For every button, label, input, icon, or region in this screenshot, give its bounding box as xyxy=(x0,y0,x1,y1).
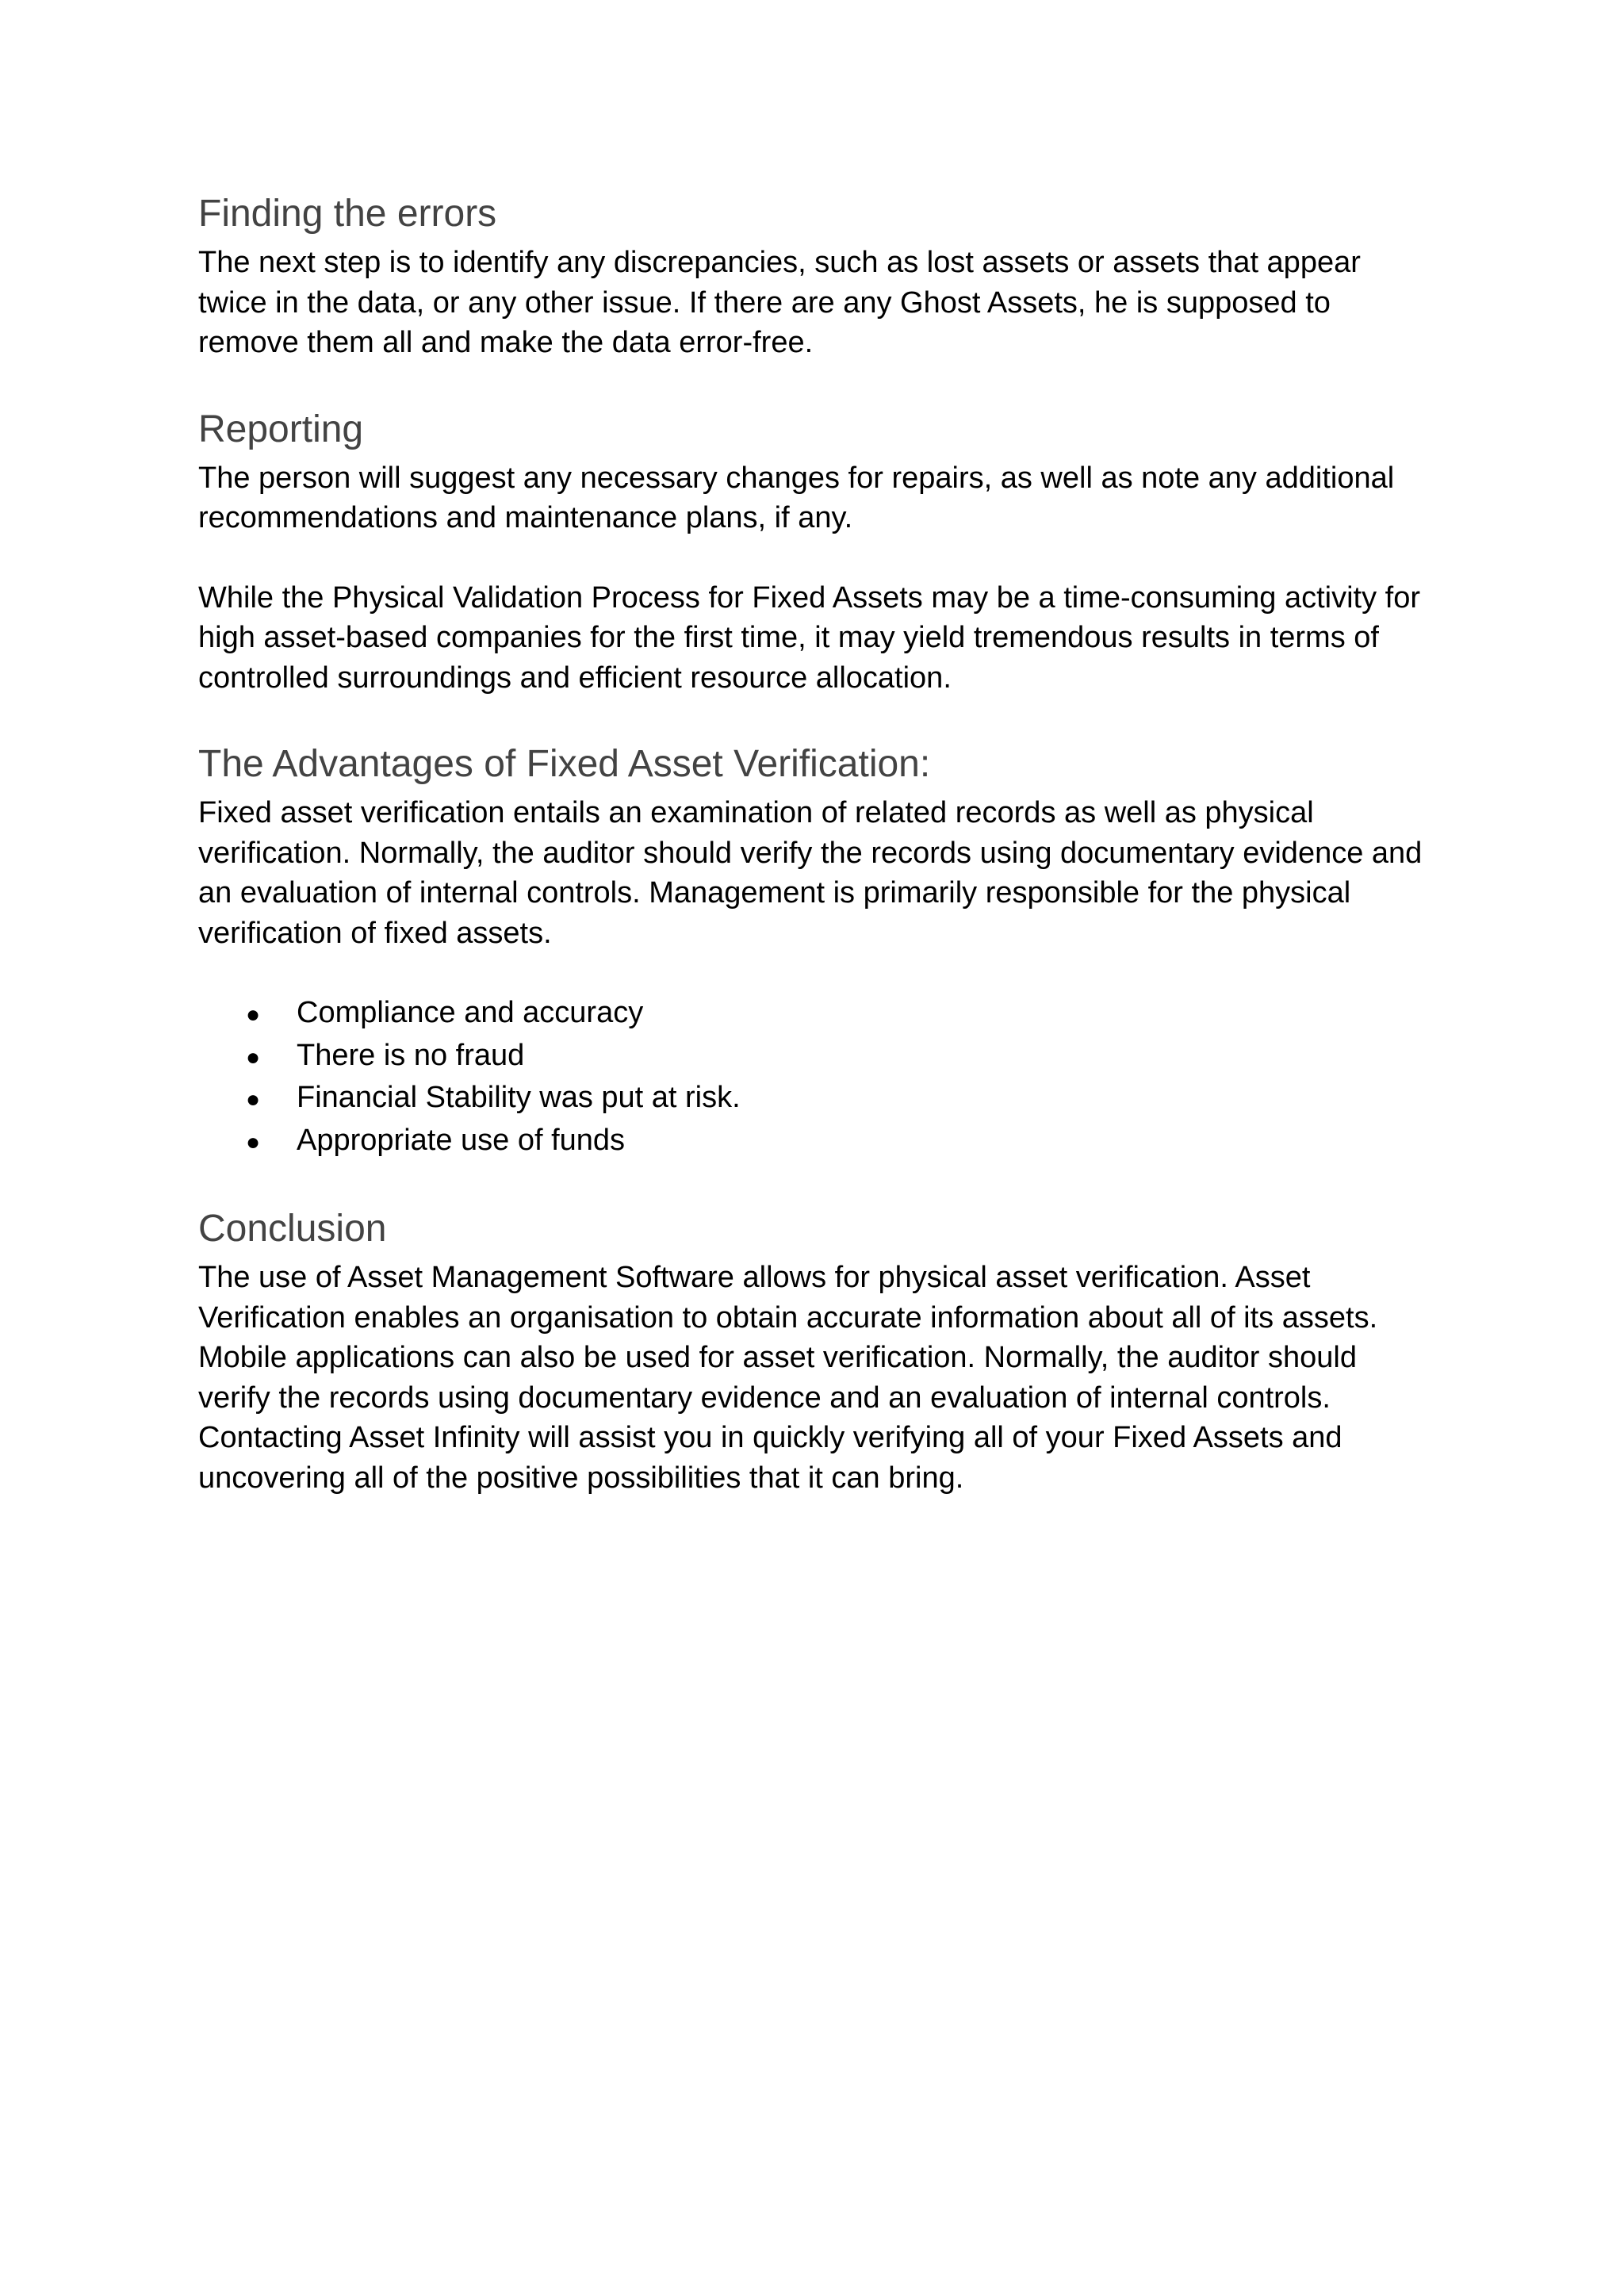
paragraph-line: verification of fixed assets. xyxy=(198,916,552,950)
paragraph-conclusion xyxy=(198,1258,1435,1498)
bullet-icon: ● xyxy=(246,1044,261,1070)
heading-finding-errors: Finding the errors xyxy=(198,193,497,235)
bullet-item xyxy=(246,1078,1435,1120)
paragraph-line: verification. Normally, the auditor should verify the records using documentary evidence and xyxy=(198,836,1423,870)
paragraph-reporting xyxy=(198,458,1435,538)
paragraph-line: remove them all and make the data error-free. xyxy=(198,326,814,359)
paragraph-line: Fixed asset verification entails an examination of related records as well as physical xyxy=(198,796,1314,829)
bullet-icon: ● xyxy=(246,1001,261,1028)
paragraph-line: verify the records using documentary evidence and an evaluation of internal controls. xyxy=(198,1381,1331,1415)
paragraph-line: Mobile applications can also be used for asset verification. Normally, the auditor should xyxy=(198,1341,1357,1374)
bullet-icon: ● xyxy=(246,1086,261,1113)
paragraph-line: The next step is to identify any discrepancies, such as lost assets or assets that appear xyxy=(198,246,1361,279)
bullet-item xyxy=(246,993,1435,1036)
paragraph-line: Verification enables an organisation to obtain accurate information about all of its assets. xyxy=(198,1300,1378,1335)
bullet-text: Financial Stability was put at risk. xyxy=(297,1081,741,1114)
bullet-text: Compliance and accuracy xyxy=(297,996,644,1029)
bullet-icon: ● xyxy=(246,1128,261,1155)
paragraph-line: an evaluation of internal controls. Management is primarily responsible for the physical xyxy=(198,876,1351,910)
bullet-item xyxy=(246,1120,1435,1163)
heading-advantages: The Advantages of Fixed Asset Verification: xyxy=(198,743,931,785)
document-page xyxy=(198,190,1435,1498)
paragraph-line: Contacting Asset Infinity will assist you in quickly verifying all of your Fixed Assets and xyxy=(198,1421,1342,1454)
paragraph-advantages xyxy=(198,793,1435,953)
bullet-item xyxy=(246,1036,1435,1078)
paragraph-line: high asset-based companies for the first time, it may yield tremendous results in terms of xyxy=(198,621,1379,654)
paragraph-line: The use of Asset Management Software allows for physical asset verification. Asset xyxy=(198,1261,1311,1294)
heading-conclusion: Conclusion xyxy=(198,1208,387,1250)
paragraph-line: controlled surroundings and efficient resource allocation. xyxy=(198,661,952,695)
bullet-text: Appropriate use of funds xyxy=(297,1123,626,1157)
paragraph-line: The person will suggest any necessary changes for repairs, as well as note any additional xyxy=(198,461,1395,495)
bullet-text: There is no fraud xyxy=(297,1038,525,1072)
paragraph-line: recommendations and maintenance plans, if any. xyxy=(198,501,853,534)
paragraph-line: twice in the data, or any other issue. If there are any Ghost Assets, he is supposed to xyxy=(198,285,1331,320)
paragraph-validation-process xyxy=(198,578,1435,699)
paragraph-finding-errors xyxy=(198,243,1435,363)
paragraph-line: uncovering all of the positive possibilities that it can bring. xyxy=(198,1461,964,1495)
heading-reporting: Reporting xyxy=(198,408,364,450)
advantages-bullet-list xyxy=(198,993,1435,1162)
paragraph-line: While the Physical Validation Process for Fixed Assets may be a time-consuming activity for xyxy=(198,580,1421,615)
